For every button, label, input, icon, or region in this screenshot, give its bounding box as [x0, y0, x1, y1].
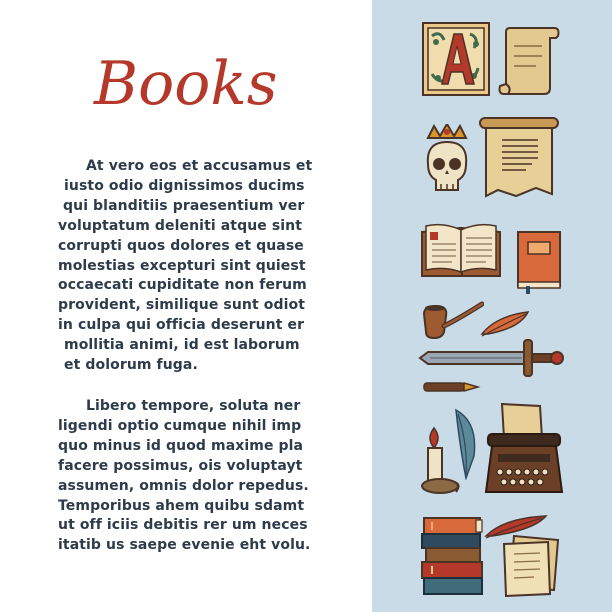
- paragraph-line: corrupti quos dolores et quase: [58, 237, 304, 254]
- paragraph-line: itatib us saepe evenie eht volu.: [58, 537, 311, 554]
- illustration-panel: [372, 0, 612, 612]
- paragraph-line: ligendi optio cumque nihil imp: [58, 417, 302, 434]
- paragraph-line: occaecati cupiditate non ferum: [58, 277, 307, 294]
- paragraph-line: voluptatum deleniti atque sint: [58, 217, 303, 234]
- smoking-pipe-icon: [420, 298, 484, 340]
- open-book-icon: [420, 222, 502, 280]
- paragraph-line: iusto odio dignissimos ducims: [64, 177, 305, 194]
- illuminated-letter-icon: [422, 22, 490, 96]
- page-title: [88, 20, 288, 140]
- sword-icon: [418, 336, 566, 380]
- paragraph-line: assumen, omnis dolor repedus.: [58, 477, 309, 494]
- crowned-skull-icon: [420, 124, 474, 200]
- paragraph-2: [58, 397, 316, 556]
- paragraph-line: quo minus id quod maxime pla: [58, 437, 304, 454]
- paragraph-line: ut off iciis debitis rer um neces: [58, 517, 308, 534]
- closed-book-icon: [514, 228, 564, 294]
- paragraph-line: facere possimus, ois voluptayt: [58, 457, 303, 474]
- parchment-scroll-icon: [476, 114, 562, 202]
- paragraph-line: Temporibus ahem quibu sdamt: [58, 497, 305, 514]
- paragraph-line: mollitia animi, id est laborum: [64, 337, 300, 354]
- paragraph-line: provident, similique sunt odiot: [58, 297, 305, 314]
- title-text: Books: [94, 49, 278, 119]
- scroll-icon: [498, 24, 562, 96]
- book-stack-icon: [420, 514, 486, 598]
- paragraph-line: in culpa qui officia deserunt er: [58, 317, 305, 334]
- paragraph-line: Libero tempore, soluta ner: [86, 398, 301, 414]
- paragraph-1: [58, 157, 316, 376]
- paragraph-line: qui blanditiis praesentium ver: [63, 197, 305, 214]
- feather-icon: [480, 310, 532, 338]
- papers-icon: [500, 534, 562, 598]
- paragraph-line: At vero eos et accusamus et: [86, 158, 313, 174]
- quill-icon: [450, 408, 482, 480]
- typewriter-icon: [484, 402, 564, 500]
- paragraph-line: molestias excepturi sint quiest: [58, 257, 306, 274]
- fountain-pen-icon: [422, 380, 484, 394]
- paragraph-line: et dolorum fuga.: [64, 357, 198, 374]
